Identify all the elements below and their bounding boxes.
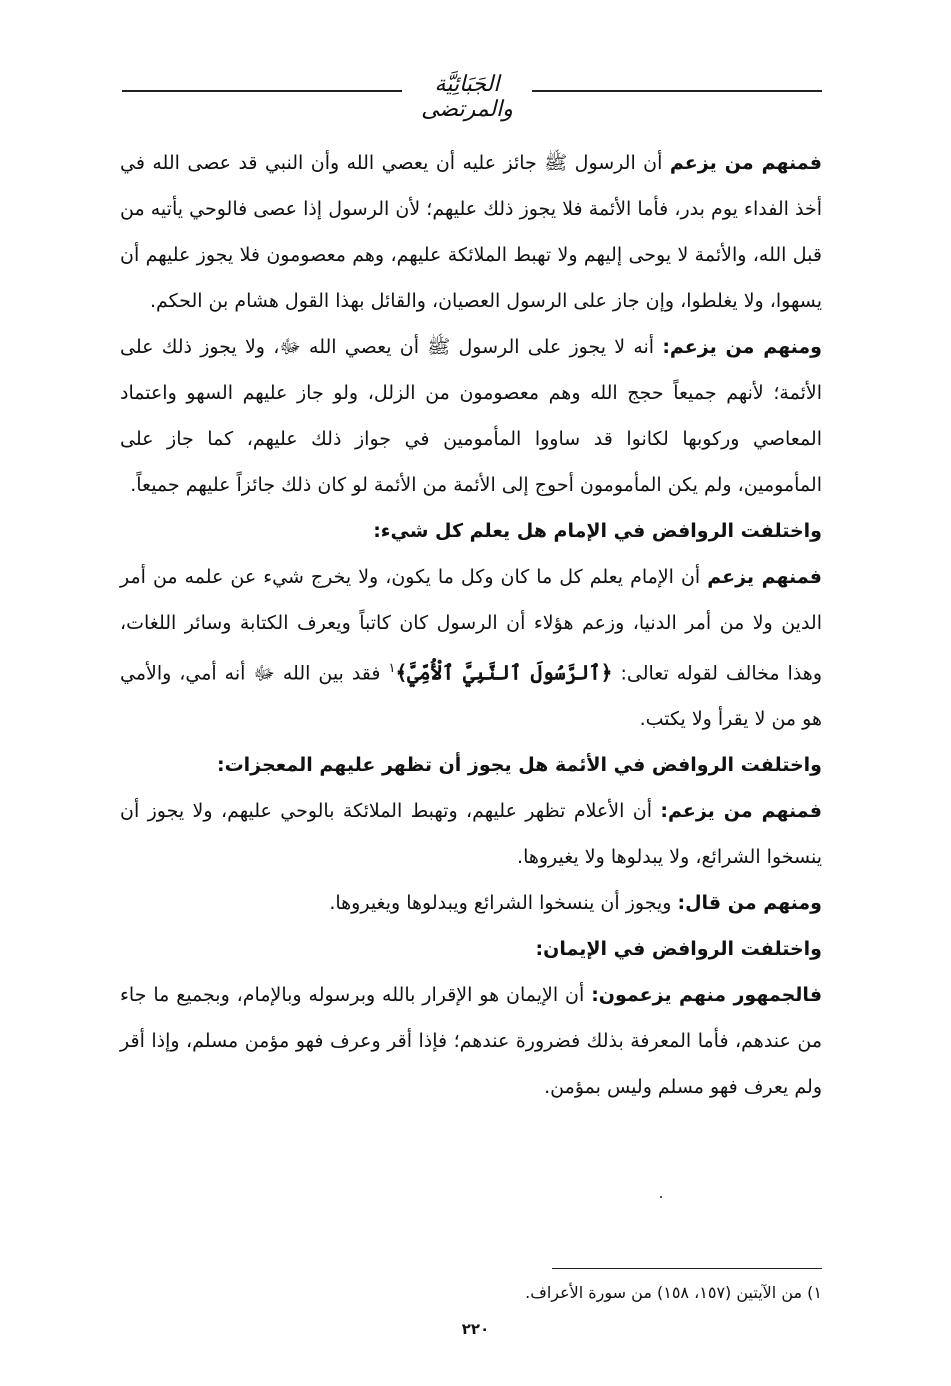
paragraph-text: أنه لا يجوز على الرسول ﷺ أن يعصي الله ﷻ، ولا يجوز ذلك على الأئمة؛ لأنهم جميعاً حجج الله وهم معصومون من الزلل، ولو جاز عليهم السهو واعتماد المعاصي وركوبها لكانوا قد ساووا المأمومين في جواز ذلك عليهم، كما جاز على المأمومين، ولم يكن المأمومون أحوج إلى الأئمة من الأئمة لو كان ذلك جائزاً عليهم جميعاً. [120, 336, 822, 496]
page-number: ٢٢٠ [461, 1320, 490, 1338]
paragraph-text: ويجوز أن ينسخوا الشرائع ويبدلوها ويغيروها. [329, 892, 678, 915]
paragraph-lead: فمنهم من يزعم [669, 152, 822, 174]
paragraph-lead: فالجمهور منهم يزعمون: [591, 984, 823, 1007]
quran-quote: ﴿ٱلرَّسُولَ ٱلنَّبِيَّ ٱلْأُمِّيَّ﴾ [395, 660, 613, 685]
paragraph-2 [120, 324, 822, 508]
paragraph-text: أن الرسول ﷺ جائز عليه أن يعصي الله وأن النبي قد عصى الله في أخذ الفداء يوم بدر، فأما الأئمة فلا يجوز ذلك عليهم؛ لأن الرسول إذا عصى فالوحي يأتيه من قبل الله، والأئمة لا يوحى إليهم ولا تهبط الملائكة عليهم، وهم معصومون فلا يجوز عليهم أن يسهوا، ولا يغلطوا، وإن جاز على الرسول العصيان، والقائل بهذا القول هشام بن الحكم. [120, 152, 822, 312]
paragraph-lead: فمنهم يزعم [707, 566, 822, 588]
paragraph-text: أن الإيمان هو الإقرار بالله وبرسوله وبالإمام، وبجميع ما جاء من عندهم، فأما المعرفة بذلك فضرورة عندهم؛ فإذا أقر وعرف فهو مؤمن مسلم، وإذا أقر ولم يعرف فهو مسلم وليس بمؤمن. [120, 984, 822, 1099]
paragraph-4 [120, 788, 822, 880]
footnote-ref: ١ [388, 661, 396, 676]
paragraph-lead: فمنهم من يزعم: [660, 800, 822, 823]
section-heading-faith: واختلفت الروافض في الإيمان: [535, 938, 822, 961]
main-text [120, 140, 822, 1110]
paragraph-lead: ومنهم من قال: [677, 892, 822, 915]
paragraph-6 [120, 972, 822, 1110]
speck [660, 1196, 662, 1198]
header-rule-left [122, 90, 402, 92]
section-heading-miracles: واختلفت الروافض في الأئمة هل يجوز أن تظهر عليهم المعجزات: [216, 754, 822, 777]
paragraph-text: أن الإمام يعلم كل ما كان وكل ما يكون، ولا يخرج شيء عن علمه من أمر الدين ولا من أمر الدنيا، وزعم هؤلاء أن الرسول كان كاتباً ويعرف الكتابة وسائر اللغات، وهذا مخالف لقوله تعالى: [120, 566, 822, 685]
paragraph-text: أن الأعلام تظهر عليهم، وتهبط الملائكة بالوحي عليهم، ولا يجوز أن ينسخوا الشرائع، ولا يبدلوها ولا يغيروها. [120, 800, 822, 869]
paragraph-tail: فقد بين الله ﷻ أنه أمي، والأمي هو من لا يقرأ ولا يكتب. [120, 662, 822, 731]
paragraph-5 [120, 880, 822, 926]
section-heading-imam-knowledge: واختلفت الروافض في الإمام هل يعلم كل شيء: [373, 520, 822, 542]
header-rule-right [532, 90, 822, 92]
header-title: الجَبَائِيَّة والمرتضى [421, 72, 513, 122]
footnote: ١) من الآيتين (١٥٧، ١٥٨) من سورة الأعراف. [525, 1283, 822, 1302]
footnote-rule [552, 1268, 822, 1269]
paragraph-lead: ومنهم من يزعم: [662, 336, 822, 358]
paragraph-3 [120, 554, 822, 742]
paragraph-1 [120, 140, 822, 324]
running-header [122, 72, 822, 122]
